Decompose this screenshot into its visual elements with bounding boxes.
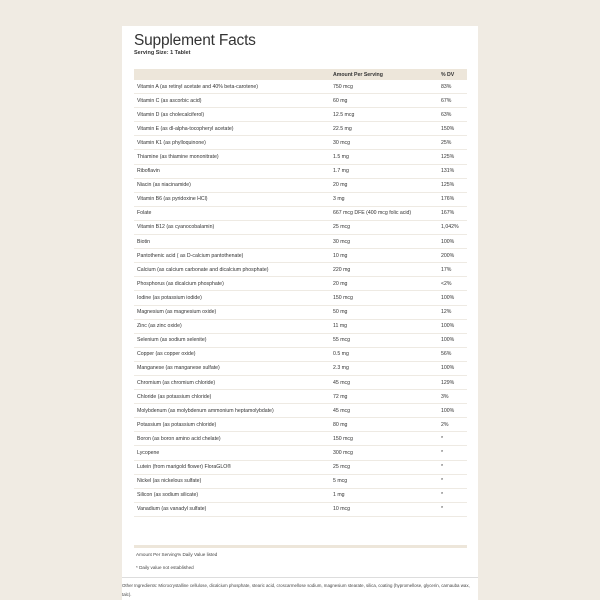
nutrient-name: Vitamin C (as ascorbic acid): [134, 94, 330, 108]
divider: [122, 577, 478, 578]
amount-per-serving: 220 mg: [330, 263, 438, 277]
daily-value: 3%: [438, 390, 467, 404]
nutrient-name: Nickel (as nickelous sulfate): [134, 474, 330, 488]
daily-value: 125%: [438, 150, 467, 164]
nutrient-name: Thiamine (as thiamine mononitrate): [134, 150, 330, 164]
amount-per-serving: 20 mg: [330, 178, 438, 192]
amount-per-serving: 12.5 mcg: [330, 108, 438, 122]
daily-value: 25%: [438, 136, 467, 150]
amount-per-serving: 300 mcg: [330, 446, 438, 460]
table-row: [134, 333, 467, 347]
daily-value: 100%: [438, 361, 467, 375]
daily-value: 100%: [438, 333, 467, 347]
nutrient-name: Molybdenum (as molybdenum ammonium heptamolybdate): [134, 404, 330, 418]
amount-per-serving: 80 mg: [330, 418, 438, 432]
table-row: [134, 446, 467, 460]
nutrient-name: Phosphorus (as dicalcium phosphate): [134, 277, 330, 291]
table-row: [134, 404, 467, 418]
table-row: [134, 291, 467, 305]
table-row: [134, 277, 467, 291]
amount-per-serving: 30 mcg: [330, 235, 438, 249]
nutrient-name: Manganese (as manganese sulfate): [134, 361, 330, 375]
footnote-daily-value: * Daily value not established: [136, 565, 194, 570]
amount-per-serving: 25 mcg: [330, 220, 438, 234]
daily-value: 100%: [438, 235, 467, 249]
daily-value: <2%: [438, 277, 467, 291]
daily-value: *: [438, 488, 467, 502]
daily-value: 125%: [438, 178, 467, 192]
amount-per-serving: 1 mg: [330, 488, 438, 502]
daily-value: 56%: [438, 347, 467, 361]
amount-per-serving: 3 mg: [330, 192, 438, 206]
nutrient-name: Selenium (as sodium selenite): [134, 333, 330, 347]
nutrient-name: Folate: [134, 206, 330, 220]
daily-value: 131%: [438, 164, 467, 178]
amount-per-serving: 150 mcg: [330, 291, 438, 305]
nutrient-name: Potassium (as potassium chloride): [134, 418, 330, 432]
amount-per-serving: 5 mcg: [330, 474, 438, 488]
daily-value: *: [438, 446, 467, 460]
supplement-facts-panel: [122, 26, 478, 600]
nutrient-name: Copper (as copper oxide): [134, 347, 330, 361]
header-name: [134, 69, 330, 80]
amount-per-serving: 30 mcg: [330, 136, 438, 150]
table-row: [134, 375, 467, 389]
daily-value: 176%: [438, 192, 467, 206]
nutrient-name: Silicon (as sodium silicate): [134, 488, 330, 502]
daily-value: 100%: [438, 319, 467, 333]
daily-value: 200%: [438, 249, 467, 263]
table-row: [134, 319, 467, 333]
daily-value: 167%: [438, 206, 467, 220]
daily-value: 100%: [438, 404, 467, 418]
nutrient-name: Riboflavin: [134, 164, 330, 178]
nutrient-name: Boron (as boron amino acid chelate): [134, 432, 330, 446]
supplement-facts-table: [134, 69, 467, 517]
table-row: [134, 305, 467, 319]
daily-value: 100%: [438, 291, 467, 305]
other-ingredients: Other Ingredients: Microcrystalline cellulose, dicalcium phosphate, stearic acid, croscarmellose sodium, magnesium stearate, silica, coating (hypromellose, glycerin, carnauba wax, talc).: [122, 583, 470, 597]
table-row: [134, 488, 467, 502]
table-row: [134, 390, 467, 404]
daily-value: 12%: [438, 305, 467, 319]
daily-value: 1,042%: [438, 220, 467, 234]
nutrient-name: Niacin (as niacinamide): [134, 178, 330, 192]
table-row: [134, 150, 467, 164]
table-row: [134, 418, 467, 432]
daily-value: 129%: [438, 375, 467, 389]
daily-value: 63%: [438, 108, 467, 122]
daily-value: *: [438, 432, 467, 446]
nutrient-name: Biotin: [134, 235, 330, 249]
footnote-amount: Amount Per Serving% Daily Value listed: [136, 552, 218, 557]
amount-per-serving: 2.3 mg: [330, 361, 438, 375]
amount-per-serving: 45 mcg: [330, 375, 438, 389]
table-row: [134, 220, 467, 234]
nutrient-name: Vitamin B12 (as cyanocobalamin): [134, 220, 330, 234]
table-row: [134, 164, 467, 178]
nutrient-name: Calcium (as calcium carbonate and dicalcium phosphate): [134, 263, 330, 277]
table-row: [134, 361, 467, 375]
nutrient-name: Lutein (from marigold flower) FloraGLO®: [134, 460, 330, 474]
amount-per-serving: 72 mg: [330, 390, 438, 404]
table-row: [134, 94, 467, 108]
daily-value: 2%: [438, 418, 467, 432]
nutrient-name: Vitamin E (as dl-alpha-tocopheryl acetate): [134, 122, 330, 136]
table-row: [134, 206, 467, 220]
amount-per-serving: 0.5 mg: [330, 347, 438, 361]
daily-value: *: [438, 502, 467, 516]
table-row: [134, 474, 467, 488]
daily-value: *: [438, 460, 467, 474]
amount-per-serving: 150 mcg: [330, 432, 438, 446]
page-title: Supplement Facts: [134, 32, 256, 49]
table-body: [134, 80, 467, 516]
amount-per-serving: 25 mcg: [330, 460, 438, 474]
amount-per-serving: 50 mg: [330, 305, 438, 319]
amount-per-serving: 10 mg: [330, 249, 438, 263]
amount-per-serving: 20 mg: [330, 277, 438, 291]
nutrient-name: Vitamin D (as cholecalciferol): [134, 108, 330, 122]
amount-per-serving: 60 mg: [330, 94, 438, 108]
table-row: [134, 263, 467, 277]
nutrient-name: Vanadium (as vanadyl sulfate): [134, 502, 330, 516]
nutrient-name: Vitamin B6 (as pyridoxine HCl): [134, 192, 330, 206]
table-row: [134, 108, 467, 122]
nutrient-name: Magnesium (as magnesium oxide): [134, 305, 330, 319]
nutrient-name: Chromium (as chromium chloride): [134, 375, 330, 389]
header-dv: % DV: [438, 69, 467, 80]
nutrient-name: Vitamin A (as retinyl acetate and 40% beta-carotene): [134, 80, 330, 94]
serving-size: Serving Size: 1 Tablet: [134, 50, 191, 56]
table-row: [134, 249, 467, 263]
table-row: [134, 80, 467, 94]
header-amount: Amount Per Serving: [330, 69, 438, 80]
daily-value: 150%: [438, 122, 467, 136]
daily-value: 83%: [438, 80, 467, 94]
table-row: [134, 136, 467, 150]
amount-per-serving: 750 mcg: [330, 80, 438, 94]
amount-per-serving: 1.5 mg: [330, 150, 438, 164]
table-row: [134, 347, 467, 361]
table-row: [134, 502, 467, 516]
amount-per-serving: 1.7 mg: [330, 164, 438, 178]
amount-per-serving: 11 mg: [330, 319, 438, 333]
daily-value: 67%: [438, 94, 467, 108]
nutrient-name: Pantothenic acid ( as D-calcium pantothenate): [134, 249, 330, 263]
amount-per-serving: 22.5 mg: [330, 122, 438, 136]
table-row: [134, 432, 467, 446]
nutrient-name: Zinc (as zinc oxide): [134, 319, 330, 333]
daily-value: *: [438, 474, 467, 488]
nutrient-name: Iodine (as potassium iodide): [134, 291, 330, 305]
amount-per-serving: 45 mcg: [330, 404, 438, 418]
table-row: [134, 122, 467, 136]
table-bottom-rule: [134, 545, 467, 548]
table-header-row: [134, 69, 467, 80]
amount-per-serving: 55 mcg: [330, 333, 438, 347]
table-row: [134, 192, 467, 206]
amount-per-serving: 10 mcg: [330, 502, 438, 516]
nutrient-name: Vitamin K1 (as phylloquinone): [134, 136, 330, 150]
table-row: [134, 235, 467, 249]
amount-per-serving: 667 mcg DFE (400 mcg folic acid): [330, 206, 438, 220]
nutrient-name: Lycopene: [134, 446, 330, 460]
table-row: [134, 460, 467, 474]
daily-value: 17%: [438, 263, 467, 277]
nutrient-name: Chloride (as potassium chloride): [134, 390, 330, 404]
table-row: [134, 178, 467, 192]
